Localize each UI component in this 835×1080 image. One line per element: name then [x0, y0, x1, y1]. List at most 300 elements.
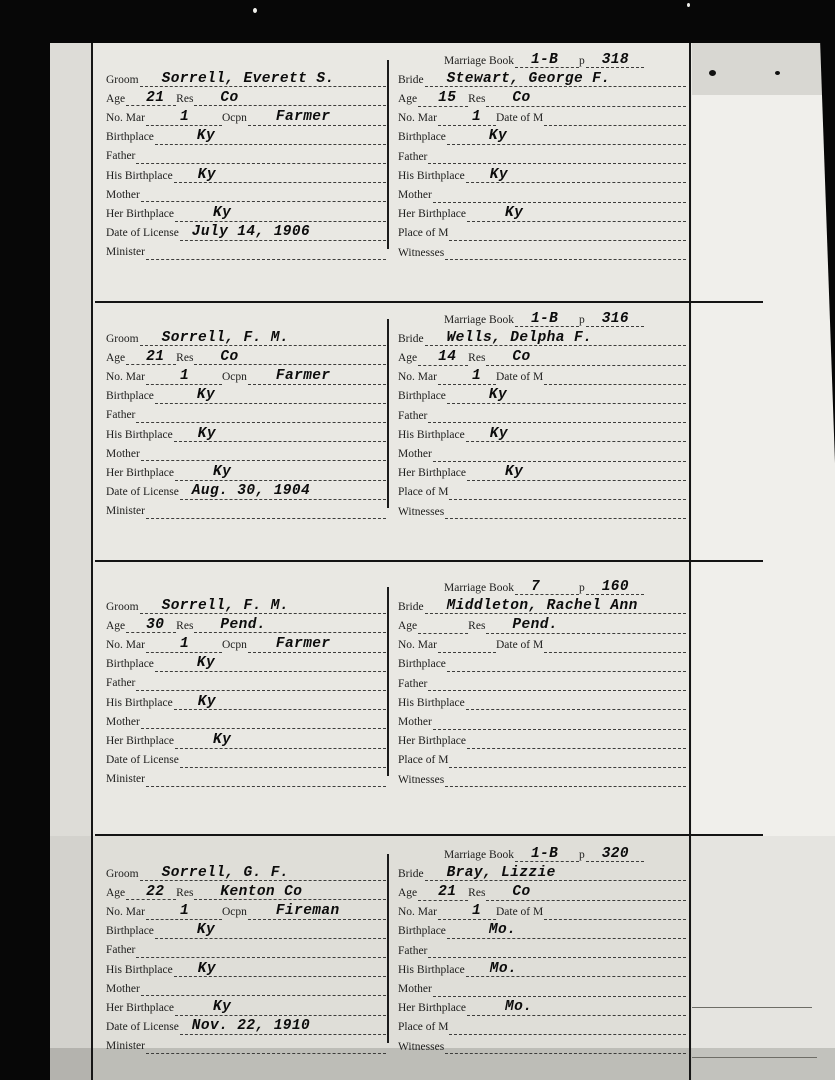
groom-her-birthplace-line: [175, 995, 386, 1015]
groom-nomar-value: 1: [179, 109, 190, 126]
groom-date-of-license-row: [106, 481, 386, 500]
bride-res-value: Co: [512, 884, 531, 901]
birthplace-label: Birthplace: [106, 658, 154, 671]
groom-birthplace-row: [106, 385, 386, 404]
bride-label: Bride: [398, 867, 424, 880]
marriage-book-line: [515, 307, 579, 327]
bride-his-birthplace-line: [466, 957, 686, 977]
bride-place-of-m-row: [398, 1016, 686, 1035]
scan-stray-line: [692, 1007, 812, 1008]
groom-minister-line: [146, 240, 386, 260]
bride-res-value: Pend.: [512, 617, 558, 634]
groom-his-birthplace-value: Ky: [197, 960, 216, 977]
his-birthplace-label: His Birthplace: [106, 696, 173, 709]
groom-label: Groom: [106, 73, 139, 86]
bride-mother-row: [398, 183, 686, 202]
bride-age-res-row: [398, 614, 686, 633]
date-of-license-label: Date of License: [106, 754, 179, 767]
bride-his-birthplace-line: [466, 422, 686, 442]
groom-age-res-row: [106, 87, 386, 106]
groom-birthplace-row: [106, 126, 386, 145]
her-birthplace-label: Her Birthplace: [398, 467, 467, 480]
bride-his-birthplace-value: Ky: [489, 166, 508, 183]
bride-birthplace-line: [447, 125, 686, 145]
mother-label: Mother: [106, 447, 140, 460]
bride-label: Bride: [398, 73, 424, 86]
groom-her-birthplace-line: [175, 728, 386, 748]
groom-age-line: [126, 345, 176, 365]
bride-age-value: 15: [438, 90, 457, 107]
marriage-book-row: [398, 49, 686, 68]
bride-label: Bride: [398, 600, 424, 613]
witnesses-label: Witnesses: [398, 773, 445, 786]
age-label: Age: [398, 352, 418, 365]
bride-res-line: [486, 613, 686, 633]
mother-label: Mother: [398, 189, 432, 201]
groom-her-birthplace-line: [175, 201, 386, 221]
his-birthplace-label: His Birthplace: [106, 428, 173, 441]
groom-birthplace-value: Ky: [196, 922, 216, 939]
bride-date-of-m-line: [544, 106, 686, 126]
marriage-book-page-value: 320: [601, 845, 630, 862]
date-of-m-label: Date of M: [495, 639, 544, 652]
bride-witnesses-line: [445, 240, 686, 260]
bride-nomar-dateofm-row: [398, 107, 686, 126]
bride-nomar-line: [438, 365, 496, 385]
groom-res-line: [194, 345, 386, 365]
no-mar-label: No. Mar: [106, 371, 145, 384]
bride-res-value: Co: [512, 90, 531, 107]
bride-her-birthplace-row: [398, 997, 686, 1016]
mother-label: Mother: [106, 715, 140, 728]
groom-label: Groom: [106, 600, 139, 613]
groom-father-line: [136, 671, 386, 691]
groom-age-res-row: [106, 614, 386, 633]
minister-label: Minister: [106, 246, 145, 259]
bride-witnesses-line: [445, 767, 686, 787]
groom-birthplace-line: [155, 919, 386, 939]
marriage-record-card: [92, 561, 692, 835]
bride-his-birthplace-value: Mo.: [489, 960, 518, 977]
minister-label: Minister: [106, 773, 145, 786]
bride-age-res-row: [398, 87, 686, 106]
groom-her-birthplace-row: [106, 729, 386, 748]
marriage-book-page-line: [586, 842, 644, 862]
age-label: Age: [106, 351, 126, 364]
bride-name-value: Wells, Delpha F.: [446, 329, 593, 346]
groom-res-value: Co: [220, 89, 239, 106]
res-label: Res: [468, 352, 486, 365]
age-label: Age: [106, 886, 126, 899]
res-label: Res: [468, 93, 486, 106]
bride-her-birthplace-line: [467, 461, 686, 481]
groom-father-line: [136, 144, 386, 164]
minister-label: Minister: [106, 1040, 145, 1053]
bride-mother-row: [398, 442, 686, 461]
page-label: p: [578, 848, 585, 861]
birthplace-label: Birthplace: [398, 131, 446, 144]
bride-name-row: [398, 68, 686, 87]
groom-name-line: [140, 594, 386, 614]
her-birthplace-label: Her Birthplace: [106, 467, 175, 479]
groom-age-value: 30: [146, 616, 165, 633]
groom-column: [106, 595, 386, 787]
bride-his-birthplace-line: [466, 690, 686, 710]
bride-place-of-m-row: [398, 749, 686, 768]
his-birthplace-label: His Birthplace: [398, 428, 465, 441]
witnesses-label: Witnesses: [398, 1040, 445, 1053]
bride-age-line: [418, 880, 468, 900]
bride-res-value: Co: [512, 349, 531, 366]
marriage-book-value: 7: [530, 578, 541, 595]
scan-speck: [709, 70, 716, 76]
his-birthplace-label: His Birthplace: [106, 963, 173, 976]
his-birthplace-label: His Birthplace: [398, 963, 465, 976]
bride-place-of-m-line: [449, 221, 686, 241]
bride-father-line: [428, 403, 686, 423]
age-label: Age: [398, 887, 418, 900]
father-label: Father: [106, 677, 136, 690]
groom-father-row: [106, 404, 386, 423]
date-of-license-label: Date of License: [106, 227, 179, 240]
groom-age-line: [126, 880, 176, 900]
page-label: p: [578, 313, 585, 326]
groom-mother-line: [141, 976, 386, 996]
age-label: Age: [398, 93, 418, 106]
bride-her-birthplace-row: [398, 203, 686, 222]
groom-ocpn-value: Farmer: [275, 636, 331, 653]
bride-place-of-m-row: [398, 222, 686, 241]
marriage-book-page-line: [586, 48, 644, 68]
groom-his-birthplace-row: [106, 691, 386, 710]
groom-res-line: [194, 880, 386, 900]
bride-birthplace-row: [398, 126, 686, 145]
marriage-book-value: 1-B: [530, 845, 559, 862]
bride-birthplace-line: [447, 652, 686, 672]
groom-name-row: [106, 327, 386, 346]
bride-age-line: [418, 613, 468, 633]
groom-mother-row: [106, 183, 386, 202]
his-birthplace-label: His Birthplace: [398, 169, 465, 182]
bride-name-value: Middleton, Rachel Ann: [446, 597, 638, 614]
father-label: Father: [398, 150, 428, 163]
groom-minister-line: [146, 499, 386, 519]
groom-mother-line: [141, 182, 386, 202]
place-of-m-label: Place of M: [398, 227, 449, 240]
marriage-record-card: [92, 43, 692, 302]
groom-nomar-line: [146, 632, 222, 652]
groom-bride-divider-line: [387, 60, 389, 249]
groom-his-birthplace-row: [106, 958, 386, 977]
bride-his-birthplace-value: Ky: [489, 425, 508, 442]
bride-age-res-row: [398, 346, 686, 365]
groom-ocpn-line: [248, 899, 386, 919]
mother-label: Mother: [106, 188, 140, 201]
birthplace-label: Birthplace: [398, 658, 446, 671]
father-label: Father: [106, 409, 136, 422]
res-label: Res: [468, 620, 486, 633]
page-label: p: [578, 54, 585, 67]
groom-minister-line: [146, 767, 386, 787]
groom-name-line: [140, 861, 386, 881]
no-mar-label: No. Mar: [398, 906, 437, 919]
groom-her-birthplace-row: [106, 461, 386, 480]
marriage-book-row: [398, 308, 686, 327]
groom-ocpn-value: Farmer: [275, 368, 331, 385]
bride-name-row: [398, 595, 686, 614]
bride-her-birthplace-value: Ky: [505, 205, 524, 222]
bride-mother-line: [433, 441, 686, 461]
ocpn-label: Ocpn: [221, 906, 247, 919]
bride-her-birthplace-line: [467, 729, 686, 749]
ocpn-label: Ocpn: [221, 371, 247, 384]
marriage-record-card: [92, 302, 692, 561]
groom-his-birthplace-row: [106, 164, 386, 183]
groom-name-value: Sorrell, F. M.: [161, 597, 290, 614]
her-birthplace-label: Her Birthplace: [106, 208, 175, 220]
birthplace-label: Birthplace: [106, 925, 154, 938]
birthplace-label: Birthplace: [106, 390, 154, 403]
bride-father-row: [398, 939, 686, 958]
groom-his-birthplace-value: Ky: [197, 693, 216, 710]
marriage-book-page-line: [586, 307, 644, 327]
bride-his-birthplace-row: [398, 958, 686, 977]
groom-her-birthplace-line: [175, 460, 386, 480]
place-of-m-label: Place of M: [398, 486, 449, 499]
groom-date-of-license-line: [180, 221, 386, 241]
father-label: Father: [398, 409, 428, 422]
her-birthplace-label: Her Birthplace: [106, 735, 175, 747]
father-label: Father: [106, 944, 136, 957]
groom-nomar-line: [146, 105, 222, 125]
marriage-book-label: Marriage Book: [444, 54, 514, 67]
groom-his-birthplace-value: Ky: [197, 166, 216, 183]
bride-age-value: 21: [438, 884, 457, 901]
bride-res-line: [486, 880, 686, 900]
bride-witnesses-line: [445, 499, 686, 519]
marriage-book-value: 1-B: [530, 51, 559, 68]
marriage-book-label: Marriage Book: [444, 581, 514, 594]
bride-witnesses-row: [398, 768, 686, 787]
res-label: Res: [468, 887, 486, 900]
groom-mother-row: [106, 710, 386, 729]
scan-speck: [687, 3, 690, 7]
groom-mother-line: [141, 709, 386, 729]
groom-name-row: [106, 68, 386, 87]
no-mar-label: No. Mar: [398, 371, 437, 384]
marriage-book-label: Marriage Book: [444, 848, 514, 861]
groom-birthplace-row: [106, 920, 386, 939]
groom-name-line: [140, 326, 386, 346]
groom-date-of-license-row: [106, 1016, 386, 1035]
scan-speck: [775, 71, 780, 75]
date-of-license-label: Date of License: [106, 486, 179, 499]
groom-her-birthplace-value: Ky: [213, 464, 232, 480]
marriage-book-line: [515, 48, 579, 68]
groom-mother-row: [106, 977, 386, 996]
birthplace-label: Birthplace: [398, 925, 446, 938]
father-label: Father: [106, 150, 136, 163]
mother-label: Mother: [398, 983, 432, 995]
bride-name-line: [425, 67, 686, 87]
groom-birthplace-value: Ky: [196, 128, 216, 145]
groom-ocpn-value: Fireman: [275, 903, 340, 920]
bride-her-birthplace-line: [467, 202, 686, 222]
scan-stray-line: [692, 1057, 817, 1058]
bride-birthplace-value: Mo.: [488, 922, 517, 939]
groom-column: [106, 327, 386, 519]
bride-birthplace-row: [398, 653, 686, 672]
bride-mother-line: [433, 976, 686, 996]
groom-bride-divider-line: [387, 854, 389, 1043]
bride-nomar-value: 1: [471, 903, 482, 920]
birthplace-label: Birthplace: [106, 131, 154, 144]
age-label: Age: [106, 619, 126, 632]
groom-label: Groom: [106, 867, 139, 880]
bride-nomar-line: [438, 900, 496, 920]
groom-date-of-license-row: [106, 222, 386, 241]
groom-nomar-ocpn-row: [106, 365, 386, 384]
bride-witnesses-row: [398, 500, 686, 519]
groom-father-line: [136, 938, 386, 958]
bride-date-of-m-line: [544, 633, 686, 653]
groom-res-line: [194, 613, 386, 633]
bride-place-of-m-row: [398, 481, 686, 500]
groom-bride-divider-line: [387, 319, 389, 508]
groom-age-res-row: [106, 346, 386, 365]
bride-name-row: [398, 327, 686, 346]
bride-nomar-dateofm-row: [398, 901, 686, 920]
groom-name-value: Sorrell, Everett S.: [161, 70, 335, 87]
birthplace-label: Birthplace: [398, 390, 446, 403]
no-mar-label: No. Mar: [106, 639, 145, 652]
groom-column: [106, 68, 386, 260]
groom-birthplace-row: [106, 653, 386, 672]
marriage-book-page-value: 160: [601, 578, 630, 595]
groom-father-row: [106, 939, 386, 958]
scan-right-margin-noise: [692, 43, 835, 95]
date-of-m-label: Date of M: [495, 371, 544, 384]
groom-name-value: Sorrell, F. M.: [161, 329, 290, 346]
groom-name-value: Sorrell, G. F.: [161, 864, 290, 881]
bride-father-row: [398, 404, 686, 423]
bride-birthplace-line: [447, 919, 686, 939]
bride-nomar-line: [438, 106, 496, 126]
bride-birthplace-row: [398, 385, 686, 404]
bride-mother-line: [433, 182, 686, 202]
groom-nomar-line: [146, 364, 222, 384]
scan-speck: [253, 8, 257, 13]
bride-name-line: [425, 326, 686, 346]
groom-age-res-row: [106, 881, 386, 900]
page-label: p: [578, 581, 585, 594]
marriage-book-row: [398, 576, 686, 595]
minister-label: Minister: [106, 505, 145, 518]
bride-place-of-m-line: [449, 480, 686, 500]
date-of-m-label: Date of M: [495, 906, 544, 919]
ocpn-label: Ocpn: [221, 639, 247, 652]
bride-birthplace-line: [447, 384, 686, 404]
groom-her-birthplace-value: Ky: [213, 999, 232, 1015]
groom-nomar-value: 1: [179, 368, 190, 385]
groom-age-value: 21: [146, 89, 165, 106]
groom-res-value: Co: [220, 348, 239, 365]
no-mar-label: No. Mar: [106, 112, 145, 125]
ocpn-label: Ocpn: [221, 112, 247, 125]
marriage-book-page-value: 318: [601, 51, 630, 68]
groom-name-line: [140, 67, 386, 87]
bride-mother-row: [398, 710, 686, 729]
marriage-book-page-value: 316: [601, 310, 630, 327]
groom-birthplace-value: Ky: [196, 387, 216, 404]
groom-bride-divider-line: [387, 587, 389, 776]
bride-her-birthplace-value: Mo.: [505, 999, 533, 1016]
groom-his-birthplace-line: [174, 957, 386, 977]
date-of-license-label: Date of License: [106, 1021, 179, 1034]
father-label: Father: [398, 944, 428, 957]
bride-his-birthplace-row: [398, 164, 686, 183]
her-birthplace-label: Her Birthplace: [106, 1002, 175, 1014]
bride-nomar-dateofm-row: [398, 366, 686, 385]
her-birthplace-label: Her Birthplace: [398, 735, 467, 748]
bride-column: [398, 576, 686, 787]
groom-column: [106, 862, 386, 1054]
groom-nomar-ocpn-row: [106, 633, 386, 652]
groom-date-of-license-row: [106, 749, 386, 768]
res-label: Res: [176, 619, 194, 632]
groom-father-row: [106, 672, 386, 691]
bride-age-line: [418, 86, 468, 106]
groom-her-birthplace-value: Ky: [213, 205, 232, 221]
groom-name-row: [106, 862, 386, 881]
groom-res-value: Kenton Co: [220, 883, 303, 900]
groom-birthplace-line: [155, 384, 386, 404]
witnesses-label: Witnesses: [398, 246, 445, 259]
date-of-m-label: Date of M: [495, 112, 544, 125]
bride-name-value: Stewart, George F.: [446, 70, 611, 87]
groom-ocpn-line: [248, 364, 386, 384]
groom-mother-line: [141, 441, 386, 461]
groom-his-birthplace-line: [174, 163, 386, 183]
his-birthplace-label: His Birthplace: [398, 696, 465, 709]
bride-birthplace-row: [398, 920, 686, 939]
bride-name-value: Bray, Lizzie: [446, 864, 556, 881]
place-of-m-label: Place of M: [398, 1021, 449, 1034]
groom-minister-row: [106, 768, 386, 787]
marriage-book-line: [515, 842, 579, 862]
groom-birthplace-line: [155, 125, 386, 145]
groom-nomar-line: [146, 899, 222, 919]
bride-date-of-m-line: [544, 900, 686, 920]
bride-nomar-dateofm-row: [398, 634, 686, 653]
bride-witnesses-line: [445, 1034, 686, 1054]
bride-father-line: [428, 144, 686, 164]
groom-res-line: [194, 86, 386, 106]
groom-minister-row: [106, 500, 386, 519]
mother-label: Mother: [398, 716, 432, 728]
bride-witnesses-row: [398, 1035, 686, 1054]
res-label: Res: [176, 886, 194, 899]
bride-her-birthplace-value: Ky: [505, 464, 524, 481]
groom-ocpn-value: Farmer: [275, 109, 331, 126]
res-label: Res: [176, 351, 194, 364]
marriage-book-line: [515, 575, 579, 595]
bride-age-line: [418, 345, 468, 365]
mother-label: Mother: [398, 448, 432, 460]
bride-place-of-m-line: [449, 748, 686, 768]
bride-place-of-m-line: [449, 1015, 686, 1035]
groom-her-birthplace-row: [106, 202, 386, 221]
